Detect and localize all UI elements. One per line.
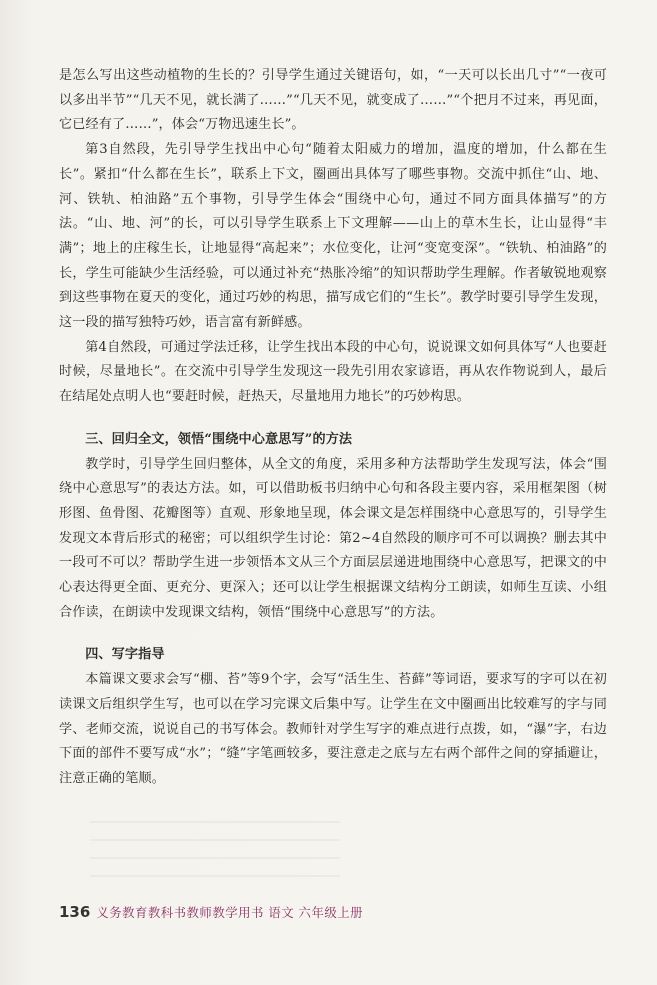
page-footer [59,903,607,921]
main-text [59,64,607,792]
section-heading-4: 四、写字指导 [85,647,165,663]
bleed-through-shadow [90,812,340,877]
section-4-body: 本篇课文要求会写“棚、苔”等9个字，会写“活生生、苔藓”等词语，要求写的字可以在初读课文后组织学生写，也可以在学习完课文后集中写。让学生在文中圈画出比较难写的字与同学、老师交流，说说自己的书写体会。教师针对学生写字的难点进行点拨，如，“瀑”字，右边下面的部件不要写成“水”；“缝”字笔画较多，要注意走之底与左右两个部件之间的穿插避让，注意正确的笔顺。 [59,672,607,786]
section-3-body: 教学时，引导学生回归整体，从全文的角度，采用多种方法帮助学生发现写法，体会“围绕中心意思写”的表达方法。如，可以借助板书归纳中心句和各段主要内容，采用框架图（树形图、鱼骨图、花瓣图等）直观、形象地呈现，体会课文是怎样围绕中心意思写的，引导学生发现文本背后形式的秘密；可以组织学生讨论：第2~4自然段的顺序可不可以调换？删去其中一段可不可以？帮助学生进一步领悟本文从三个方面层层递进地围绕中心意思写，把课文的中心表达得更全面、更充分、更深入；还可以让学生根据课文结构分工朗读，如师生互读、小组合作读，在朗读中发现课文结构，领悟“围绕中心意思写”的方法。 [59,456,607,620]
book-title: 义务教育教科书教师教学用书 语文 六年级上册 [96,905,364,920]
section-heading-3: 三、回归全文，领悟“围绕中心意思写”的方法 [85,431,353,447]
paragraph-section-4: 第4自然段，可通过学法迁移，让学生找出本段的中心句，说说课文如何具体写“人也要赶时候，尽量地长”。在交流中引导学生发现这一段先引用农家谚语，再从农作物说到人，最后在结尾处点明人也“要赶时候，赶热天，尽量地用力地长”的巧妙构思。 [59,339,607,405]
paragraph-section-3: 第3自然段，先引导学生找出中心句“随着太阳威力的增加，温度的增加，什么都在生长”。紧扣“什么都在生长”，联系上下文，圈画出具体写了哪些事物。交流中抓住“山、地、河、铁轨、柏油路”五个事物，引导学生体会“围绕中心句，通过不同方面具体描写”的方法。“山、地、河”的长，可以引导学生联系上下文理解——山上的草木生长，让山显得“丰满”；地上的庄稼生长，让地显得“高起来”；水位变化，让河“变宽变深”。“铁轨、柏油路”的长，学生可能缺少生活经验，可以通过补充“热胀冷缩”的知识帮助学生理解。作者敏锐地观察到这些事物在夏天的变化，通过巧妙的构思，描写成它们的“生长”。教学时要引导学生发现，这一段的描写独特巧妙，语言富有新鲜感。 [59,142,607,331]
page-number: 136 [59,903,91,921]
paragraph-continued: 是怎么写出这些动植物的生长的？引导学生通过关键语句，如，“一天可以长出几寸”“一夜可以多出半节”“几天不见，就长满了……”“几天不见，就变成了……”“个把月不过来，再见面，它已经有了……”，体会“万物迅速生长”。 [59,68,607,133]
